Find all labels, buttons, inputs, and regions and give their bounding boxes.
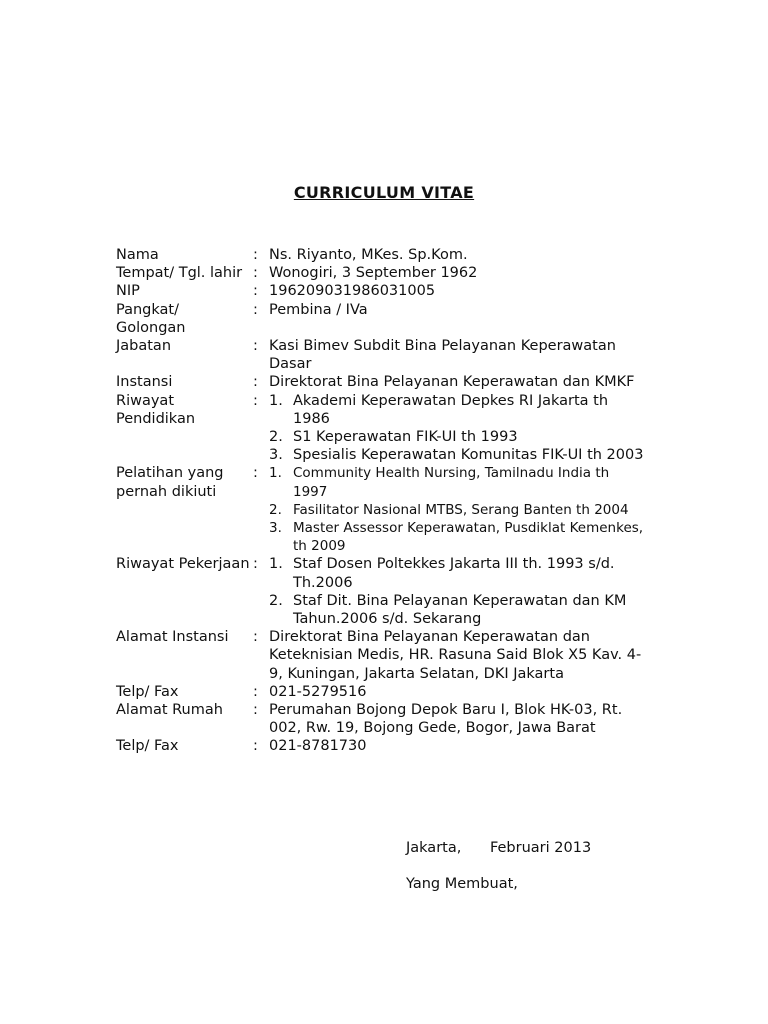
- field-value: Pembina / IVa: [269, 301, 368, 318]
- list-number: 1.: [269, 556, 283, 573]
- row-nama: [116, 246, 646, 264]
- field-value: 196209031986031005: [269, 283, 436, 300]
- field-value: [269, 392, 646, 465]
- field-value: Kasi Bimev Subdit Bina Pelayanan Keperawatan Dasar: [269, 338, 616, 373]
- row-telp-fax-rumah: [116, 737, 646, 755]
- list-number: 2.: [269, 592, 283, 609]
- field-value: Ns. Riyanto, MKes. Sp.Kom.: [269, 247, 468, 263]
- row-nip: [116, 282, 646, 300]
- list-item: [269, 519, 646, 555]
- work-history-list: [269, 555, 646, 628]
- field-separator: :: [253, 702, 258, 719]
- list-item: [269, 555, 646, 591]
- field-separator: :: [253, 629, 258, 646]
- field-label: Alamat Rumah: [116, 702, 223, 719]
- row-pangkat: [116, 301, 646, 337]
- field-value: Direktorat Bina Pelayanan Keperawatan dan Keteknisian Medis, HR. Rasuna Said Blok X5 Kav. 4-9, Kuningan, Jakarta Selatan, DKI Jakarta: [269, 629, 642, 682]
- field-label: NIP: [116, 283, 140, 300]
- list-text: Community Health Nursing, Tamilnadu India th 1997: [293, 465, 610, 500]
- row-riwayat-pendidikan: [116, 392, 646, 465]
- field-label: Telp/ Fax: [116, 738, 179, 755]
- field-label: Instansi: [116, 374, 173, 391]
- field-separator: :: [253, 265, 258, 282]
- row-tempat-tgl-lahir: [116, 264, 646, 282]
- field-value: Wonogiri, 3 September 1962: [269, 265, 478, 282]
- row-pelatihan: [116, 464, 646, 555]
- field-label: Tempat/ Tgl. lahir: [116, 265, 243, 282]
- list-number: 1.: [269, 392, 283, 409]
- field-value: [269, 464, 646, 555]
- list-number: 1.: [269, 465, 282, 482]
- row-riwayat-pekerjaan: [116, 555, 646, 628]
- list-item: [269, 464, 646, 500]
- training-list: [269, 464, 646, 555]
- field-label: Nama: [116, 247, 159, 263]
- list-number: 2.: [269, 429, 283, 446]
- field-value: 021-8781730: [269, 738, 367, 755]
- list-item: [269, 392, 646, 428]
- document-title: CURRICULUM VITAE: [293, 183, 475, 202]
- field-label: Pangkat/ Golongan: [116, 301, 186, 336]
- field-separator: :: [253, 374, 258, 391]
- list-item: [269, 446, 646, 464]
- field-label: Riwayat Pendidikan: [116, 392, 196, 427]
- row-instansi: [116, 373, 646, 391]
- field-separator: :: [253, 556, 258, 573]
- field-label: Telp/ Fax: [116, 683, 179, 700]
- field-label: Alamat Instansi: [116, 629, 229, 646]
- field-value: Direktorat Bina Pelayanan Keperawatan dan KMKF: [269, 374, 635, 391]
- signature-date: Februari 2013: [489, 840, 592, 856]
- field-separator: :: [253, 465, 258, 482]
- field-value: [269, 555, 646, 628]
- signature-place-date: [406, 840, 591, 856]
- list-text: Spesialis Keperawatan Komunitas FIK-UI th 2003: [293, 447, 644, 464]
- education-list: [269, 392, 646, 465]
- signature-place: Jakarta,: [406, 840, 462, 856]
- row-alamat-instansi: [116, 628, 646, 683]
- field-value: Perumahan Bojong Depok Baru I, Blok HK-03, Rt. 002, Rw. 19, Bojong Gede, Bogor, Jawa Barat: [269, 702, 623, 737]
- field-separator: :: [253, 338, 258, 355]
- list-text: Fasilitator Nasional MTBS, Serang Banten th 2004: [293, 501, 629, 518]
- list-text: Staf Dosen Poltekkes Jakarta III th. 1993 s/d. Th.2006: [293, 556, 615, 591]
- list-number: 3.: [269, 447, 283, 464]
- row-jabatan: [116, 337, 646, 373]
- field-separator: :: [253, 738, 258, 755]
- list-number: 2.: [269, 501, 282, 518]
- field-label: Riwayat Pekerjaan: [116, 556, 250, 573]
- list-item: [269, 592, 646, 628]
- list-text: Master Assessor Keperawatan, Pusdiklat Kemenkes, th 2009: [293, 520, 644, 555]
- signature-maker: Yang Membuat,: [406, 876, 518, 892]
- list-item: [269, 501, 646, 519]
- list-text: Staf Dit. Bina Pelayanan Keperawatan dan KM Tahun.2006 s/d. Sekarang: [293, 592, 627, 628]
- cv-table: [116, 246, 646, 756]
- list-number: 3.: [269, 520, 282, 537]
- field-separator: :: [253, 247, 258, 263]
- field-separator: :: [253, 392, 258, 409]
- field-label: Jabatan: [116, 338, 172, 355]
- field-label: Pelatihan yang pernah dikiuti: [116, 465, 224, 500]
- field-separator: :: [253, 283, 258, 300]
- field-value: 021-5279516: [269, 683, 367, 700]
- row-alamat-rumah: [116, 701, 646, 737]
- field-separator: :: [253, 301, 258, 318]
- field-separator: :: [253, 683, 258, 700]
- row-telp-fax-instansi: [116, 683, 646, 701]
- list-item: [269, 428, 646, 446]
- list-text: Akademi Keperawatan Depkes RI Jakarta th 1986: [293, 392, 609, 427]
- list-text: S1 Keperawatan FIK-UI th 1993: [293, 429, 518, 446]
